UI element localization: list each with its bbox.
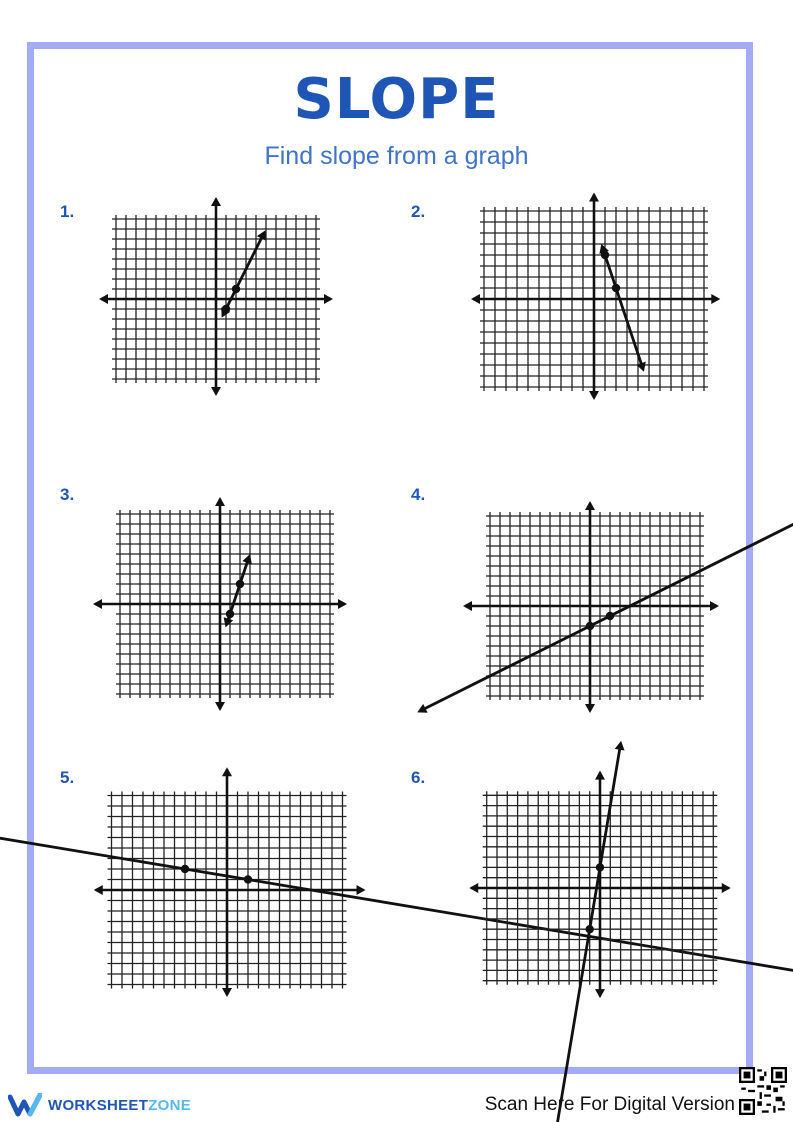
scan-label: Scan Here For Digital Version [484, 1094, 735, 1115]
plotted-point [586, 925, 594, 933]
problem-1-number: 1. [60, 202, 75, 221]
problem-4-number: 4. [411, 485, 426, 504]
x-axis-arrow [722, 883, 731, 893]
problem-2-number: 2. [411, 202, 426, 221]
problem-3-number: 3. [60, 485, 75, 504]
brand-word-zone: ZONE [148, 1096, 192, 1114]
coordinate-plane [469, 741, 731, 1122]
line-arrow [615, 741, 625, 751]
y-axis-arrow [595, 771, 605, 780]
plotted-point [596, 863, 604, 871]
problem-6-number: 6. [411, 768, 426, 787]
brand-word-worksheet: WORKSHEET [48, 1096, 149, 1114]
worksheetzone-logo-icon [8, 1093, 42, 1117]
brand-name [48, 1097, 191, 1114]
x-axis-arrow [469, 883, 478, 893]
worksheet-title: SLOPE [293, 67, 500, 132]
y-axis-arrow [595, 989, 605, 998]
worksheet-subtitle: Find slope from a graph [264, 142, 529, 170]
qr-code-icon[interactable] [739, 1067, 787, 1115]
problem-5-number: 5. [60, 768, 75, 787]
brand-logo [8, 1092, 191, 1118]
